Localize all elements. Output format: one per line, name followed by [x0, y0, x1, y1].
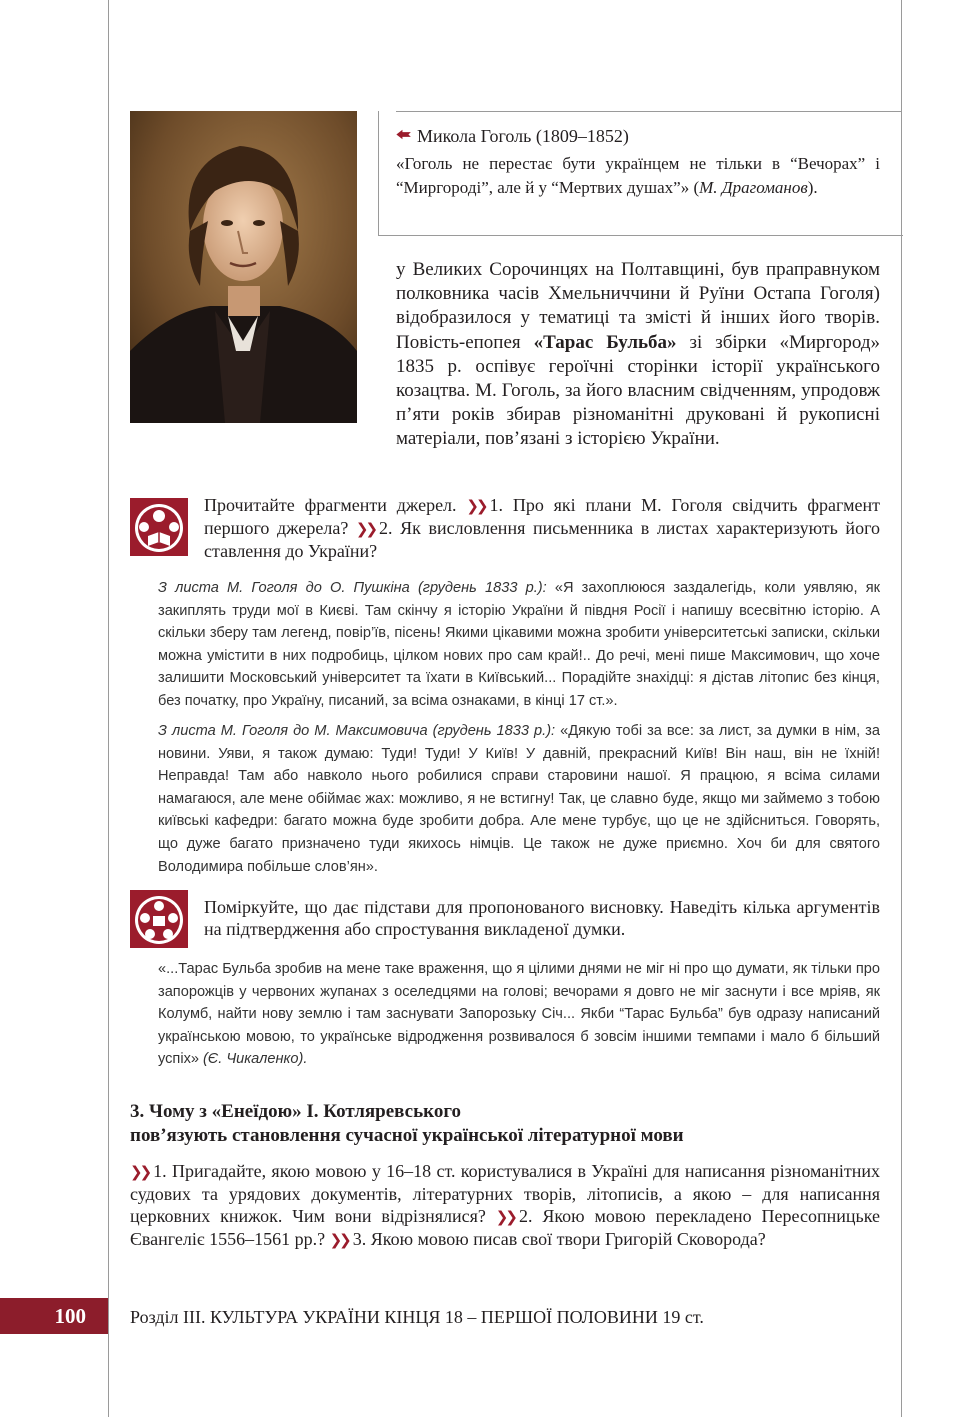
- group-discussion-icon: [130, 890, 188, 948]
- chevron-right-double-icon: ❯❯: [130, 1163, 150, 1181]
- gogol-portrait: [130, 111, 357, 423]
- chapter-footer: Розділ ІІІ. КУЛЬТУРА УКРАЇНИ КІНЦЯ 18 – ПЕРШОЇ ПОЛОВИНИ 19 ст.: [130, 1307, 704, 1327]
- source2-lead: З листа М. Гоголя до М. Максимовича (грудень 1833 р.):: [158, 723, 556, 739]
- right-margin-line: [901, 0, 902, 1417]
- task-1: [204, 494, 880, 562]
- caption-side-line: [378, 111, 379, 236]
- source1-lead: З листа М. Гоголя до О. Пушкіна (грудень 1833 р.):: [158, 580, 547, 596]
- question-1: 1. Пригадайте, якою мовою у 16–18 ст. користувалися в Україні для написання різноманітних судових та урядових документів, літературних творів, літописів, а якою – для написання церковних книжок. Чим вони відрізнялися?: [130, 1161, 880, 1226]
- question-2: 2. Якою мовою перекладено Пересопницьке Євангеліє 1556–1561 рр.?: [130, 1206, 880, 1249]
- source1-text: «Я захоплююся заздалегідь, коли уявляю, як закиплять труди мої в Києві. Там скінчу я історію України й півдня Росії і напишу всесвітню історію. А скільки зберу там легенд, повір’їв, пісень! Якими цікавими можна зробити університетські записки, скільки можна умістити в них подробиць, цілком нових про сам край!.. До речі, мені пише Максимович, що хоче залишити Московський університет та їхати в Київський... Порадійте знахідці: я дістав літопис без кінця, без початку, про Україну, писаний, за всіма ознаками, в кінці 17 ст.».: [158, 580, 880, 709]
- task2-text: Поміркуйте, що дає підстави для пропонованого висновку. Наведіть кілька аргументів на підтвердження або спростування викладеної думки.: [204, 897, 880, 939]
- task1-question-2: 2. Як висловлення письменника в листах характеризують його ставлення до України?: [204, 518, 881, 561]
- caption-bottom-line: [378, 235, 903, 236]
- chevron-right-double-icon: ❯❯: [466, 497, 486, 515]
- source-3: [130, 958, 880, 1071]
- quote-text: «Гоголь не перестає бути українцем не тільки в “Вечорах” і “Миргороді”, але й у “Мертвих душах”» (: [396, 154, 880, 197]
- main-paragraph: [396, 258, 880, 452]
- chevron-right-double-icon: ❯❯: [495, 1208, 515, 1226]
- question-3: 3. Якою мовою писав свої твори Григорій Сковорода?: [352, 1229, 766, 1249]
- reading-people-icon: [130, 498, 188, 556]
- caption-title: Микола Гоголь (1809–1852): [416, 126, 629, 146]
- source-2: [130, 720, 880, 878]
- arrow-left-icon: 🢘: [396, 125, 411, 146]
- chevron-right-double-icon: ❯❯: [355, 520, 376, 538]
- left-margin-line: [108, 0, 109, 1417]
- task1-question-1: 1. Про які плани М. Гоголя свідчить фрагмент першого джерела?: [204, 495, 880, 538]
- task-2: [204, 896, 880, 940]
- page-number-badge: [0, 1298, 108, 1334]
- section-title-line2: пов’язують становлення сучасної української літературної мови: [130, 1125, 684, 1146]
- caption-quote: [396, 152, 880, 200]
- source-1: [130, 577, 880, 713]
- main-paragraph-part2: зі збірки «Миргород» 1835 р. оспівує героїчні сторінки історії українського козацтва. М. Гоголь, за його власним свідченням, упродовж п’яти років збирав різноманітні друковані й рукописні матеріали, пов’язані з історією України.: [396, 331, 880, 450]
- portrait-image: [130, 111, 357, 423]
- caption-top-line: [396, 111, 902, 112]
- portrait-caption: [396, 124, 880, 200]
- caption-title-row: [396, 124, 880, 148]
- section-title: [130, 1100, 890, 1148]
- quote-author: М. Драгоманов: [699, 178, 808, 197]
- page-number: 100: [54, 1303, 86, 1328]
- section-title-line1: 3. Чому з «Енеїдою» І. Котляревського: [130, 1101, 461, 1122]
- quote-end: ).: [807, 178, 818, 197]
- chevron-right-double-icon: ❯❯: [329, 1231, 349, 1249]
- source2-text: «Дякую тобі за все: за лист, за думки в нім, за новини. Уяви, я також думаю: Туди! Туди! У Київ! У давній, прекрасний Київ! Він наш, він не їхній! Неправда! Там або навколо нього робилися справи старовини нашої. Я працюю, я всіма силами намагаюся, але мене обіймає жах: можливо, я не встигну! Так, це славно буде, якщо ми займемо з тобою київські кафедри: багато можна буде зробити добра. Але мене турбує, що це не здійсниться. Говорять, що дуже багато призначено туди якихось німців. Це також не дуже приємно. Хоч би для святого Володимира побільше слов’ян».: [158, 723, 880, 875]
- work-title: «Тарас Бульба»: [533, 331, 677, 353]
- section-questions: [130, 1160, 880, 1251]
- source3-author: (Є. Чикаленко).: [203, 1051, 308, 1068]
- source3-text: «...Тарас Бульба зробив на мене таке враження, що я цілими днями не міг ні про що думати, як тільки про запорожців у червоних жупанах з оселедцями на голові; вечорами я довго не міг заснути і все мріяв, як Колумб, найти нову землю і там заснувати Запорозьку Січ... Якби “Тарас Бульба” був одразу написаний українською мовою, то українське відродження розвивалося б зовсім іншими темпами і мало б більший успіх»: [158, 961, 880, 1068]
- main-paragraph-part1: у Великих Сорочинцях на Полтавщині, був праправнуком полковника часів Хмельниччини й Руїни Остапа Гоголя) відобразилося у тематиці та змісті й інших його творів. Повість-епопея: [396, 259, 880, 353]
- task1-intro: Прочитайте фрагменти джерел.: [204, 495, 457, 515]
